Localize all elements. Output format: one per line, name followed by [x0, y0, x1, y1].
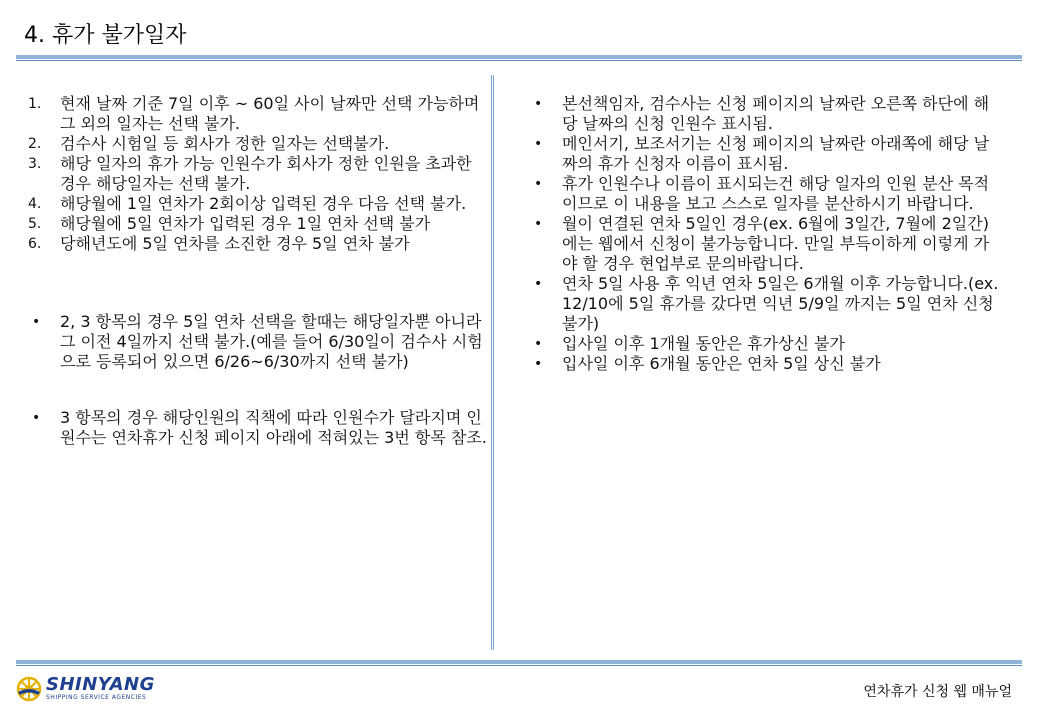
list-number: 3.	[28, 156, 42, 172]
bullet-item	[530, 354, 1000, 374]
bottom-rule	[16, 660, 1022, 666]
bullet-dot: •	[534, 276, 543, 292]
list-number: 1.	[28, 96, 42, 112]
company-logo	[16, 674, 155, 704]
bullet-dot: •	[534, 216, 543, 232]
logo-tagline: SHIPPING SERVICE AGENCIES	[46, 694, 147, 701]
list-number: 2.	[28, 136, 42, 152]
bullet-text: 본선책임자, 검수사는 신청 페이지의 날짜란 오른쪽 하단에 해당 날짜의 신청 인원수 표시됨.	[562, 94, 990, 133]
bullet-text: 휴가 인원수나 이름이 표시되는건 해당 일자의 인원 분산 목적이므로 이 내용을 보고 스스로 일자를 분산하시기 바랍니다.	[562, 174, 990, 213]
list-text: 검수사 시험일 등 회사가 정한 일자는 선택불가.	[60, 134, 390, 153]
bullet-item	[530, 334, 1000, 354]
list-item	[28, 194, 490, 214]
bullet-text: 메인서기, 보조서기는 신청 페이지의 날짜란 아래쪽에 해당 날짜의 휴가 신청자 이름이 표시됨.	[562, 134, 990, 173]
bullet-dot: •	[534, 356, 543, 372]
list-text: 현재 날짜 기준 7일 이후 ~ 60일 사이 날짜만 선택 가능하며 그 외의 일자는 선택 불가.	[60, 94, 480, 133]
list-text: 해당 일자의 휴가 가능 인원수가 회사가 정한 인원을 초과한 경우 해당일자는 선택 불가.	[60, 154, 472, 193]
bullet-item	[530, 174, 1000, 214]
bullet-dot: •	[534, 336, 543, 352]
list-number: 4.	[28, 196, 42, 212]
ship-wheel-logo-icon	[16, 676, 42, 702]
list-item	[28, 214, 490, 234]
bullet-text: 3 항목의 경우 해당인원의 직책에 따라 인원수가 달라지며 인원수는 연차휴가 신청 페이지 아래에 적혀있는 3번 항목 참조.	[60, 408, 487, 447]
list-item	[28, 134, 490, 154]
bullet-dot: •	[534, 136, 543, 152]
bullet-item	[28, 408, 490, 448]
bullet-item	[530, 214, 1000, 274]
right-column	[530, 94, 1000, 374]
bullet-item	[530, 274, 1000, 334]
list-text: 해당월에 1일 연차가 2회이상 입력된 경우 다음 선택 불가.	[60, 194, 467, 213]
bullet-dot: •	[32, 314, 41, 330]
list-number: 5.	[28, 216, 42, 232]
logo-wordmark: SHINYANG	[46, 674, 155, 695]
list-number: 6.	[28, 236, 42, 252]
bullet-item	[530, 94, 1000, 134]
bullet-dot: •	[534, 176, 543, 192]
bullet-text: 월이 연결된 연차 5일인 경우(ex. 6월에 3일간, 7월에 2일간)에는 웹에서 신청이 불가능합니다. 만일 부득이하게 이렇게 가야 할 경우 현업부로 문의바랍니다.	[562, 214, 990, 273]
bullet-dot: •	[534, 96, 543, 112]
bullet-text: 입사일 이후 1개월 동안은 휴가상신 불가	[562, 334, 845, 353]
left-column	[28, 94, 490, 448]
list-item	[28, 94, 490, 134]
list-text: 당해년도에 5일 연차를 소진한 경우 5일 연차 불가	[60, 234, 410, 253]
bullet-text: 연차 5일 사용 후 익년 연차 5일은 6개월 이후 가능합니다.(ex. 12/10에 5일 휴가를 갔다면 익년 5/9일 까지는 5일 연차 신청 불가)	[562, 274, 999, 333]
top-rule	[16, 55, 1022, 61]
bullet-dot: •	[32, 410, 41, 426]
list-item	[28, 234, 490, 254]
footer-title: 연차휴가 신청 웹 매뉴얼	[863, 684, 1012, 700]
list-text: 해당월에 5일 연차가 입력된 경우 1일 연차 선택 불가	[60, 214, 431, 233]
slide-title: 4. 휴가 불가일자	[24, 23, 187, 48]
bullet-item	[28, 312, 490, 372]
bullet-text: 2, 3 항목의 경우 5일 연차 선택을 할때는 해당일자뿐 아니라 그 이전 4일까지 선택 불가.(예를 들어 6/30일이 검수사 시험으로 등록되어 있으면 6/26~6/30까지 선택 불가)	[60, 312, 483, 371]
column-divider	[491, 75, 494, 650]
bullet-text: 입사일 이후 6개월 동안은 연차 5일 상신 불가	[562, 354, 881, 373]
list-item	[28, 154, 490, 194]
bullet-item	[530, 134, 1000, 174]
